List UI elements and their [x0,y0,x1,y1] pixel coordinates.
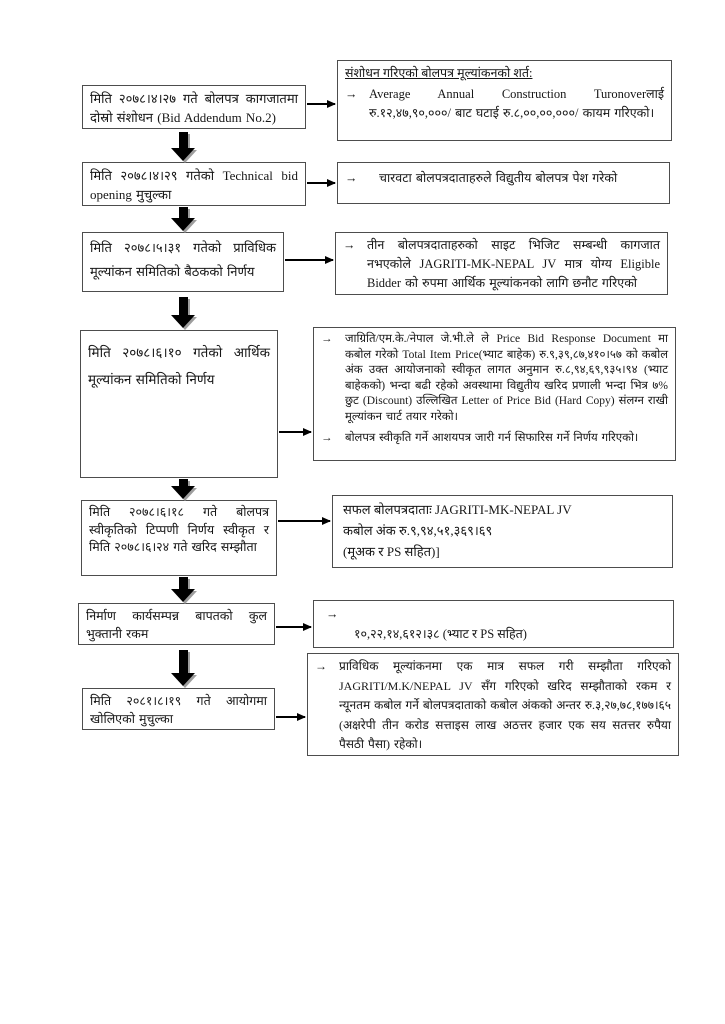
milestone-box-7 [82,688,275,730]
down-arrow-2 [171,207,195,231]
arrow-bullet-icon: → [321,333,333,345]
arrow-bullet-icon: → [345,87,358,101]
down-arrow-5 [171,577,195,602]
bullet-text: तीन बोलपत्रदाताहरुको साइट भिजिट सम्बन्धी कागजात नभएकोले JAGRITI-MK-NEPAL JV मात्र योग्य Eligible Bidder को रुपमा आर्थिक मूल्यांकनको लागि छनौट गरिएको [367,238,660,290]
milestone-box-6 [78,603,275,645]
down-arrow-4 [171,479,195,499]
arrow-bullet-icon: → [315,659,327,673]
down-arrow-1 [171,132,195,161]
vat-ps-line: (मूअक र PS सहित)] [343,544,440,559]
detail-box-4 [313,327,676,461]
milestone-text-1: मिति २०७८।४।२७ गते बोलपत्र कागजातमा दोस्रो संशोधन (Bid Addendum No.2) [90,91,298,125]
milestone-text-7: मिति २०८१।८।१९ गते आयोगमा खोलिएको मुचुल्का [90,694,267,726]
detail-box-6 [313,600,674,648]
successful-bidder-line: सफल बोलपत्रदाताः JAGRITI-MK-NEPAL JV [343,502,572,517]
milestone-text-4: मिति २०७८।६।१० गतेको आर्थिक मूल्यांकन समितिको निर्णय [88,345,270,387]
right-arrow-7 [276,716,305,718]
bid-amount-line: कबोल अंक रु.९,९४,५१,३६९।६९ [343,523,493,538]
bullet-item [321,332,668,425]
milestone-box-4 [80,330,278,478]
bullet-item [345,169,662,188]
detail-box-3 [335,232,668,295]
milestone-text-2: मिति २०७८।४।२९ गतेको Technical bid opening मुचुल्का [90,168,298,202]
right-arrow-4 [279,431,311,433]
milestone-text-5: मिति २०७८।६।१८ गते बोलपत्र स्वीकृतिको टिप्पणी निर्णय स्वीकृत र मिति २०७८।६।२४ गते खरिद सम्झौता [89,505,269,554]
down-arrow-3 [171,297,195,328]
bullet-item [345,85,664,123]
bullet-text: जाग्रिति/एम.के./नेपाल जे.भी.ले ले Price Bid Response Document मा कबोल गरेको Total Item Price(भ्याट बाहेक) रु.९,३९,८७,४१०।५७ को कबोल अंक उक्त आयोजनाको स्वीकृत लागत अनुमान रु.८,९४,६९,९३५।९४ (भ्याट बाहेकको) भन्दा बढी रहेको अवस्थामा विद्युतीय खरिद प्रणाली भन्दा भित्र ७% छुट (Discount) उल्लिखित Letter of Price Bid (Hard Copy) संलग्न राखी मूल्यांकन चार्ट तयार गरेको। [345,333,668,423]
bullet-item [315,657,671,755]
arrow-bullet-icon: → [321,432,333,444]
bullet-item [343,236,660,293]
detail-box-7 [307,653,679,756]
right-arrow-5 [278,520,330,522]
bullet-text: Average Annual Construction Turonoverलाई रु.१२,४७,९०,०००/ बाट घटाई रु.८,००,००,०००/ कायम गरिएको। [369,87,664,120]
milestone-box-5 [81,500,277,576]
bullet-text: बोलपत्र स्वीकृति गर्ने आशयपत्र जारी गर्न सिफारिस गर्ने निर्णय गरिएको। [345,432,639,444]
detail-box-5 [332,495,673,568]
right-arrow-6 [276,626,311,628]
milestone-box-1 [82,85,306,129]
detail-box-1 [337,60,672,141]
milestone-text-6: निर्माण कार्यसम्पन्न बापतको कुल भुक्तानी रकम [86,609,267,641]
detail-box-2 [337,162,670,204]
milestone-box-2 [82,162,306,206]
right-arrow-2 [307,182,335,184]
arrow-bullet-icon: → [343,238,356,252]
bullet-text: चारवटा बोलपत्रदाताहरुले विद्युतीय बोलपत्र पेश गरेको [379,171,618,185]
detail-box-1-title: संशोधन गरिएको बोलपत्र मूल्यांकनको शर्त: [345,66,533,80]
bullet-text: प्राविधिक मूल्यांकनमा एक मात्र सफल गरी सम्झौता गरिएको JAGRITI/M.K/NEPAL JV सँग गरिएको खरिद सम्झौताको रकम र न्यूनतम कबोल गर्ने बोलपत्रदाताको कबोल अंकको अन्तर रु.३,२७,७८,१७७।६५ (अक्षरेपी तीन करोड सत्ताइस लाख अठत्तर हजार एक सय सतत्तर रुपैया पैसठी पैसा) रहेको। [339,659,671,751]
down-arrow-6 [171,650,195,686]
arrow-bullet-icon: → [345,171,358,185]
milestone-text-3: मिति २०७८।५।३१ गतेको प्राविधिक मूल्यांकन समितिको बैठकको निर्णय [90,240,276,279]
right-arrow-3 [285,259,333,261]
right-arrow-1 [307,103,335,105]
total-payment-line: १०,२२,१४,६१२।३८ (भ्याट र PS सहित) [354,627,527,641]
bullet-item [321,431,668,447]
arrow-bullet-icon: → [326,607,339,621]
milestone-box-3 [82,232,284,292]
